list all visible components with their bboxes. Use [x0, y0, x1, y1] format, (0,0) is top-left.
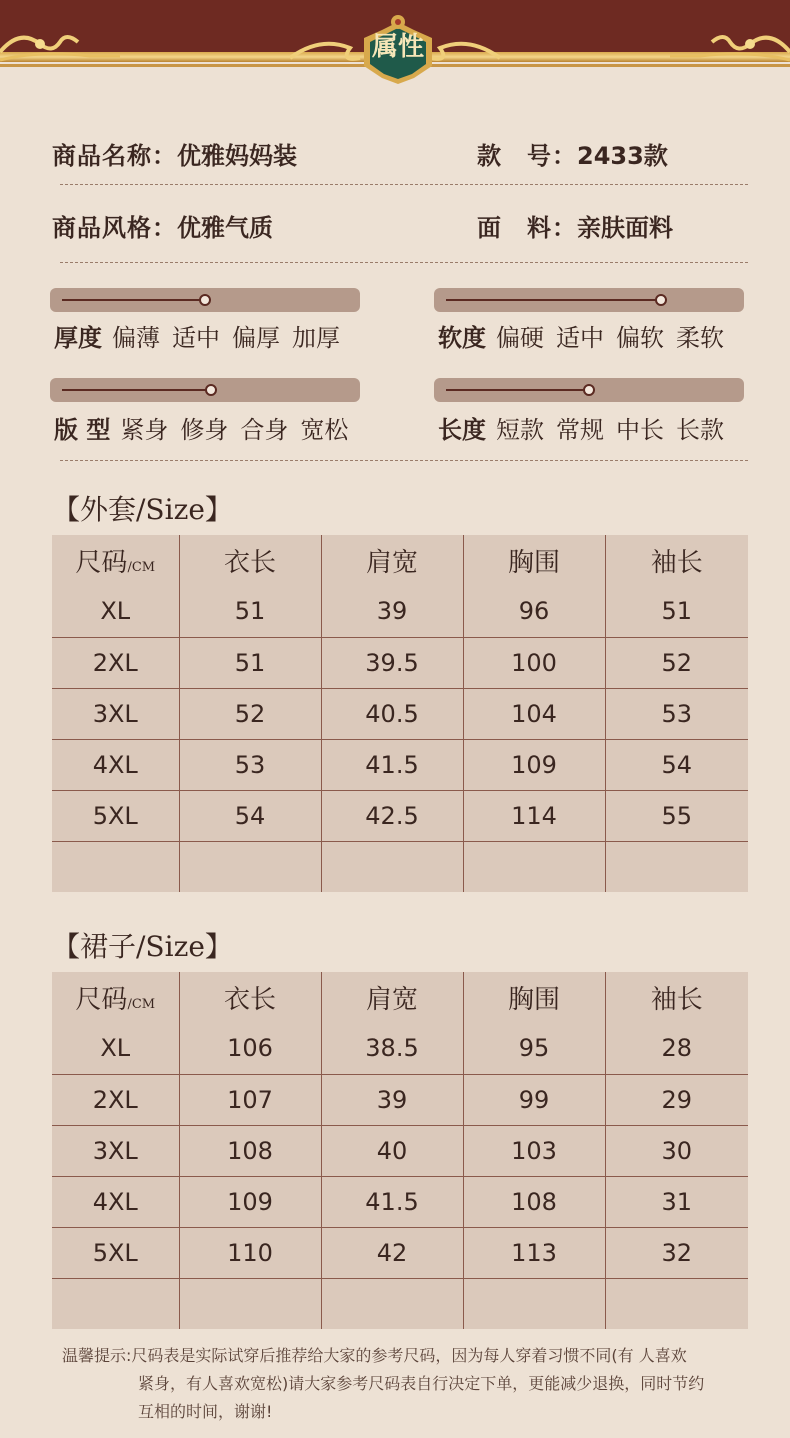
- table-cell: 4XL: [52, 739, 179, 790]
- table-cell: [463, 841, 605, 892]
- table-cell: 5XL: [52, 1227, 179, 1278]
- table-cell: 96: [463, 586, 605, 637]
- table-cell: 2XL: [52, 637, 179, 688]
- table-cell: 52: [605, 637, 748, 688]
- table-cell: 108: [179, 1125, 321, 1176]
- table-cell: 103: [463, 1125, 605, 1176]
- attribute-labels: 厚度 偏薄 适中 偏厚 加厚: [54, 324, 340, 352]
- tip-line-1: 温馨提示:尺码表是实际试穿后推荐给大家的参考尺码，因为每人穿着习惯不同(有 人喜欢: [62, 1346, 687, 1365]
- slider-track: [434, 288, 744, 312]
- table-cell: 53: [605, 688, 748, 739]
- table-row: [52, 637, 748, 688]
- table-cell: 5XL: [52, 790, 179, 841]
- slider-knob: [655, 294, 667, 306]
- table-cell: [605, 841, 748, 892]
- table-cell: 51: [179, 586, 321, 637]
- table-cell: 38.5: [321, 1023, 463, 1074]
- slider-fill: [62, 389, 211, 391]
- table-cell: 41.5: [321, 739, 463, 790]
- info-row-2: [52, 208, 752, 248]
- table-cell: 109: [463, 739, 605, 790]
- table-cell: 107: [179, 1074, 321, 1125]
- table-cell: [321, 1278, 463, 1329]
- table-row: [52, 739, 748, 790]
- table-row: [52, 586, 748, 637]
- table-row: [52, 1227, 748, 1278]
- table-cell: 39: [321, 586, 463, 637]
- table-cell: [179, 1278, 321, 1329]
- slider-knob: [583, 384, 595, 396]
- header-sleeve: 袖长: [605, 535, 748, 586]
- table-cell: 52: [179, 688, 321, 739]
- coat-size-table: [52, 535, 748, 892]
- divider: [60, 262, 748, 263]
- header-bust: 胸围: [463, 535, 605, 586]
- table-cell: [463, 1278, 605, 1329]
- tip-line-2: 紧身，有人喜欢宽松)请大家参考尺码表自行决定下单，更能减少退换，同时节约: [138, 1374, 705, 1393]
- table-row: [52, 1125, 748, 1176]
- table-cell: 3XL: [52, 688, 179, 739]
- attribute-length: [434, 378, 746, 458]
- table-cell: 109: [179, 1176, 321, 1227]
- style-number: 款 号：2433款: [477, 142, 668, 170]
- slider-track: [434, 378, 744, 402]
- header-size: 尺码/CM: [52, 972, 179, 1023]
- table-cell: [605, 1278, 748, 1329]
- table-cell: 51: [605, 586, 748, 637]
- divider: [60, 184, 748, 185]
- table-cell: 28: [605, 1023, 748, 1074]
- table-cell: 2XL: [52, 1074, 179, 1125]
- table-cell: 39: [321, 1074, 463, 1125]
- table-cell: 95: [463, 1023, 605, 1074]
- table-row: [52, 1074, 748, 1125]
- tip-line-3: 互相的时间，谢谢!: [138, 1402, 273, 1421]
- attribute-fit: [50, 378, 362, 458]
- slider-track: [50, 288, 360, 312]
- table-row: [52, 1023, 748, 1074]
- table-row: [52, 841, 748, 892]
- table-cell: 41.5: [321, 1176, 463, 1227]
- table-cell: 39.5: [321, 637, 463, 688]
- slider-track: [50, 378, 360, 402]
- header-bust: 胸围: [463, 972, 605, 1023]
- table-header-row: [52, 535, 748, 586]
- attribute-labels: 长度 短款 常规 中长 长款: [438, 416, 724, 444]
- table-cell: 29: [605, 1074, 748, 1125]
- table-cell: XL: [52, 586, 179, 637]
- fabric: 面 料：亲肤面料: [477, 214, 673, 242]
- header-banner: [0, 0, 790, 80]
- header-shoulder: 肩宽: [321, 972, 463, 1023]
- table-cell: [52, 1278, 179, 1329]
- slider-knob: [205, 384, 217, 396]
- attribute-labels: 版 型 紧身 修身 合身 宽松: [54, 416, 349, 444]
- skirt-size-table: [52, 972, 748, 1329]
- table-cell: 51: [179, 637, 321, 688]
- table-cell: 110: [179, 1227, 321, 1278]
- header-shoulder: 肩宽: [321, 535, 463, 586]
- table-cell: 30: [605, 1125, 748, 1176]
- table-cell: 106: [179, 1023, 321, 1074]
- skirt-size-title: 【裙子/Size】: [52, 930, 233, 963]
- table-cell: [321, 841, 463, 892]
- table-cell: 114: [463, 790, 605, 841]
- table-cell: 42.5: [321, 790, 463, 841]
- table-header-row: [52, 972, 748, 1023]
- table-cell: 40.5: [321, 688, 463, 739]
- header-sleeve: 袖长: [605, 972, 748, 1023]
- attribute-softness: [434, 288, 746, 368]
- table-cell: 32: [605, 1227, 748, 1278]
- info-row-1: [52, 136, 752, 176]
- table-cell: XL: [52, 1023, 179, 1074]
- table-row: [52, 688, 748, 739]
- header-size: 尺码/CM: [52, 535, 179, 586]
- table-cell: 54: [605, 739, 748, 790]
- table-row: [52, 1278, 748, 1329]
- attribute-labels: 软度 偏硬 适中 偏软 柔软: [438, 324, 724, 352]
- table-cell: 55: [605, 790, 748, 841]
- table-cell: 113: [463, 1227, 605, 1278]
- size-tip: [62, 1342, 752, 1426]
- table-cell: [52, 841, 179, 892]
- table-cell: [179, 841, 321, 892]
- table-row: [52, 790, 748, 841]
- table-cell: 42: [321, 1227, 463, 1278]
- scroll-ornament-right-icon: [670, 22, 790, 64]
- slider-fill: [446, 299, 661, 301]
- table-cell: 31: [605, 1176, 748, 1227]
- header-length: 衣长: [179, 972, 321, 1023]
- slider-fill: [62, 299, 205, 301]
- header-length: 衣长: [179, 535, 321, 586]
- table-cell: 99: [463, 1074, 605, 1125]
- table-cell: 108: [463, 1176, 605, 1227]
- table-cell: 3XL: [52, 1125, 179, 1176]
- table-cell: 53: [179, 739, 321, 790]
- badge-title: 属性: [371, 32, 424, 62]
- product-style: 商品风格：优雅气质: [52, 214, 273, 242]
- product-name: 商品名称：优雅妈妈装: [52, 142, 297, 170]
- coat-size-title: 【外套/Size】: [52, 493, 233, 526]
- table-cell: 54: [179, 790, 321, 841]
- slider-fill: [446, 389, 589, 391]
- table-cell: 100: [463, 637, 605, 688]
- table-cell: 4XL: [52, 1176, 179, 1227]
- attribute-thickness: [50, 288, 362, 368]
- slider-knob: [199, 294, 211, 306]
- table-cell: 40: [321, 1125, 463, 1176]
- table-row: [52, 1176, 748, 1227]
- divider: [60, 460, 748, 461]
- table-cell: 104: [463, 688, 605, 739]
- scroll-ornament-left-icon: [0, 22, 120, 64]
